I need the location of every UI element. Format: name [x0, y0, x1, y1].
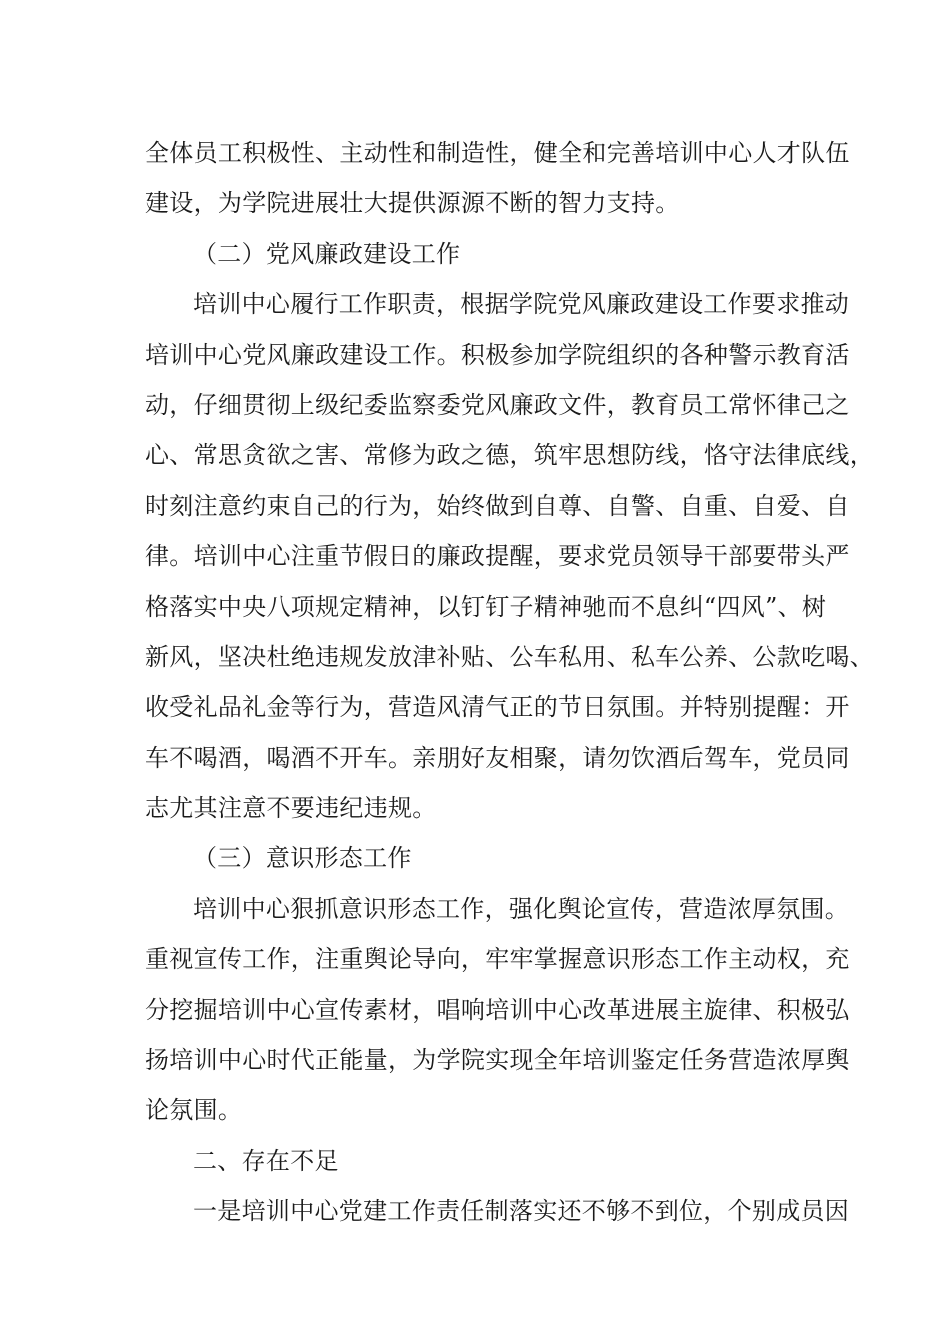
text-line: 分挖掘培训中心宣传素材，唱响培训中心改革进展主旋律、积极弘	[145, 995, 850, 1024]
body-text	[145, 128, 874, 1237]
text-line: 论氛围。	[145, 1096, 243, 1125]
text-line: 收受礼品礼金等行为，营造风清气正的节日氛围。并特别提醒：开	[145, 693, 850, 722]
text-line: 时刻注意约束自己的行为，始终做到自尊、自警、自重、自爱、自	[145, 491, 850, 520]
text-line: 建设，为学院进展壮大提供源源不断的智力支持。	[145, 189, 680, 218]
text-line: 心、常思贪欲之害、常修为政之德，筑牢思想防线，恪守法律底线，	[145, 441, 874, 470]
paragraph-start: 培训中心狠抓意识形态工作，强化舆论宣传，营造浓厚氛围。	[193, 894, 850, 923]
text-line: 动，仔细贯彻上级纪委监察委党风廉政文件，教育员工常怀律己之	[145, 390, 850, 419]
text-line: 律。培训中心注重节假日的廉政提醒，要求党员领导干部要带头严	[145, 542, 850, 571]
text-line: 车不喝酒，喝酒不开车。亲朋好友相聚，请勿饮酒后驾车，党员同	[145, 743, 850, 772]
text-line: 格落实中央八项规定精神，以钉钉子精神驰而不息纠“四风”、树	[145, 592, 827, 621]
text-line: 重视宣传工作，注重舆论导向，牢牢掌握意识形态工作主动权，充	[145, 945, 850, 974]
text-line: 全体员工积极性、主动性和制造性，健全和完善培训中心人才队伍	[145, 139, 850, 167]
section-heading-3: （三）意识形态工作	[193, 844, 412, 873]
text-line: 培训中心党风廉政建设工作。积极参加学院组织的各种警示教育活	[145, 340, 850, 369]
section-heading-2: （二）党风廉政建设工作	[193, 239, 461, 268]
paragraph-start: 一是培训中心党建工作责任制落实还不够不到位，个别成员因	[193, 1197, 850, 1226]
text-line: 志尤其注意不要违纪违规。	[145, 794, 437, 823]
text-line: 新风，坚决杜绝违规发放津补贴、公车私用、私车公养、公款吃喝、	[145, 642, 874, 671]
paragraph-start: 培训中心履行工作职责，根据学院党风廉政建设工作要求推动	[193, 290, 850, 319]
text-line: 扬培训中心时代正能量，为学院实现全年培训鉴定任务营造浓厚舆	[145, 1046, 850, 1075]
section-heading-main: 二、存在不足	[193, 1146, 339, 1175]
